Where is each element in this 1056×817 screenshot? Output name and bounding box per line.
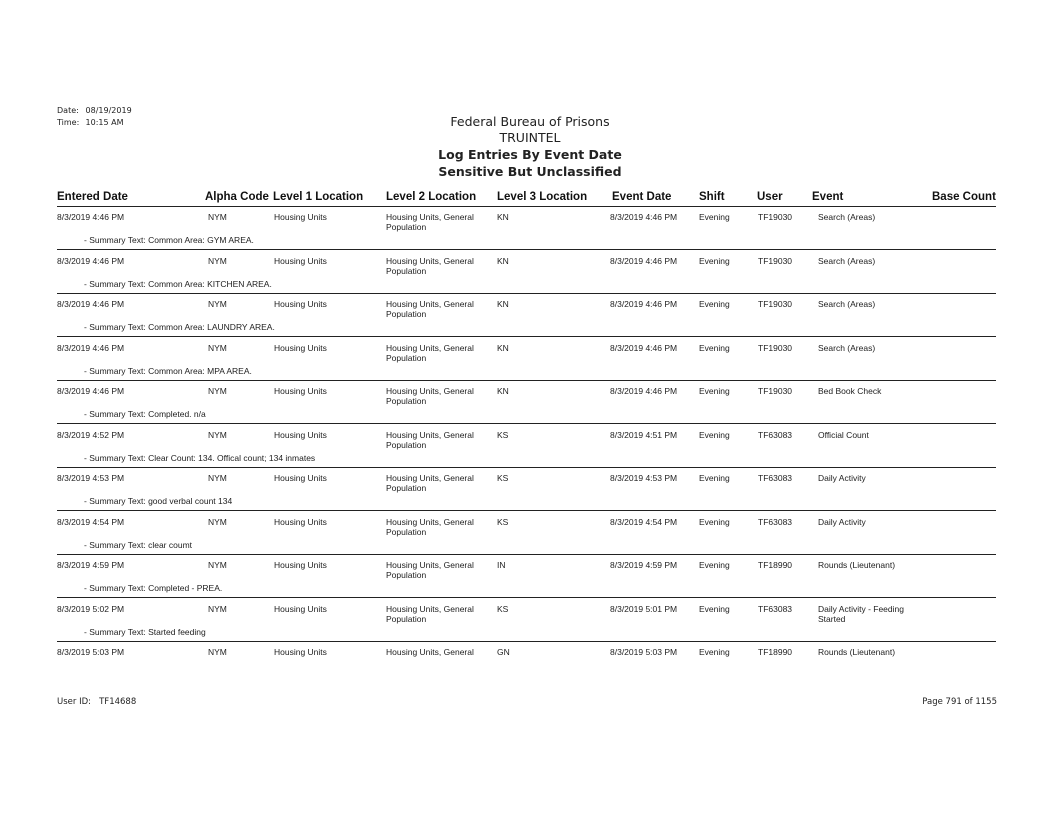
cell-level3-location: KN <box>497 386 509 396</box>
cell-level1-location: Housing Units <box>274 516 327 527</box>
cell-event-date: 8/3/2019 4:46 PM <box>610 212 678 222</box>
cell-user: TF18990 <box>758 647 793 657</box>
title-classification: Sensitive But Unclassified <box>438 164 622 179</box>
cell-entered-date: 8/3/2019 4:46 PM <box>57 212 125 222</box>
cell-event-date: 8/3/2019 4:51 PM <box>610 429 678 440</box>
cell-event: Daily Activity <box>818 516 866 527</box>
cell-summary-text: - Summary Text: Common Area: KITCHEN AREA. <box>84 278 272 289</box>
cell-event-date: 8/3/2019 5:01 PM <box>610 603 678 614</box>
header-level3-location: Level 3 Location <box>497 191 588 203</box>
cell-level1-location: Housing Units <box>274 212 327 222</box>
date-label: Date: <box>57 106 79 115</box>
cell-level3-location: GN <box>497 647 510 657</box>
cell-entered-date: 8/3/2019 4:54 PM <box>57 516 125 527</box>
header-level2-location: Level 2 Location <box>386 191 477 203</box>
cell-level1-location: Housing Units <box>274 255 327 266</box>
cell-alpha-code: NYM <box>208 560 227 570</box>
cell-entered-date: 8/3/2019 4:59 PM <box>57 560 125 570</box>
cell-event: Daily Activity <box>818 473 866 483</box>
cell-user: TF19030 <box>758 212 793 222</box>
cell-alpha-code: NYM <box>208 429 227 440</box>
cell-level2-location: Housing Units, General Population <box>386 342 474 363</box>
user-id-label: User ID: <box>57 697 91 707</box>
cell-level3-location: KN <box>497 255 509 266</box>
cell-level1-location: Housing Units <box>274 473 327 483</box>
cell-user: TF63083 <box>758 603 793 614</box>
cell-shift: Evening <box>699 560 730 570</box>
report-date <box>57 106 132 115</box>
cell-alpha-code: NYM <box>208 299 227 309</box>
cell-level1-location: Housing Units <box>274 560 327 570</box>
row-divider <box>57 380 996 381</box>
cell-event-date: 8/3/2019 4:46 PM <box>610 255 678 266</box>
cell-alpha-code: NYM <box>208 516 227 527</box>
cell-alpha-code: NYM <box>208 342 227 353</box>
cell-summary-text: - Summary Text: Clear Count: 134. Offical count; 134 inmates <box>84 452 316 463</box>
cell-alpha-code: NYM <box>208 212 227 222</box>
cell-entered-date: 8/3/2019 4:46 PM <box>57 386 125 396</box>
cell-event: Bed Book Check <box>818 386 882 396</box>
cell-user: TF19030 <box>758 255 793 266</box>
cell-level2-location: Housing Units, General Population <box>386 516 474 537</box>
cell-shift: Evening <box>699 212 730 222</box>
cell-summary-text: - Summary Text: Common Area: LAUNDRY AREA. <box>84 322 275 332</box>
cell-event: Daily Activity - Feeding Started <box>818 603 904 624</box>
cell-event: Search (Areas) <box>818 342 876 353</box>
cell-shift: Evening <box>699 299 730 309</box>
cell-shift: Evening <box>699 647 730 657</box>
cell-level3-location: IN <box>497 560 506 570</box>
cell-event-date: 8/3/2019 4:54 PM <box>610 516 678 527</box>
cell-summary-text: - Summary Text: Common Area: MPA AREA. <box>84 365 252 376</box>
cell-event-date: 8/3/2019 4:46 PM <box>610 386 678 396</box>
cell-level2-location: Housing Units, General Population <box>386 429 474 450</box>
header-shift: Shift <box>699 191 725 203</box>
cell-shift: Evening <box>699 342 730 353</box>
cell-user: TF19030 <box>758 342 793 353</box>
cell-alpha-code: NYM <box>208 647 227 657</box>
time-value: 10:15 AM <box>85 118 124 127</box>
cell-level2-location: Housing Units, General Population <box>386 212 474 232</box>
cell-shift: Evening <box>699 386 730 396</box>
cell-level2-location: Housing Units, General Population <box>386 560 474 580</box>
time-label: Time: <box>57 118 80 127</box>
report-time <box>57 118 124 127</box>
row-divider <box>57 423 996 424</box>
cell-level2-location: Housing Units, General <box>386 647 474 657</box>
cell-level1-location: Housing Units <box>274 603 327 614</box>
page-number: Page 791 of 1155 <box>922 697 997 707</box>
header-level1-location: Level 1 Location <box>273 191 364 203</box>
cell-alpha-code: NYM <box>208 603 227 614</box>
cell-level3-location: KS <box>497 516 509 527</box>
cell-event-date: 8/3/2019 4:59 PM <box>610 560 678 570</box>
cell-level3-location: KS <box>497 429 509 440</box>
cell-level1-location: Housing Units <box>274 299 327 309</box>
header-entered-date: Entered Date <box>57 191 128 203</box>
cell-summary-text: - Summary Text: good verbal count 134 <box>84 496 233 506</box>
header-event: Event <box>812 191 844 203</box>
cell-user: TF63083 <box>758 473 793 483</box>
cell-event-date: 8/3/2019 4:46 PM <box>610 342 678 353</box>
header-divider <box>57 206 996 207</box>
cell-level2-location: Housing Units, General Population <box>386 299 474 319</box>
title-report: Log Entries By Event Date <box>438 147 622 162</box>
cell-shift: Evening <box>699 603 730 614</box>
row-divider <box>57 510 996 511</box>
cell-shift: Evening <box>699 473 730 483</box>
cell-alpha-code: NYM <box>208 386 227 396</box>
date-value: 08/19/2019 <box>85 106 132 115</box>
cell-level2-location: Housing Units, General Population <box>386 255 474 276</box>
row-divider <box>57 597 996 598</box>
cell-level3-location: KS <box>497 473 509 483</box>
cell-entered-date: 8/3/2019 5:02 PM <box>57 603 125 614</box>
cell-user: TF63083 <box>758 429 793 440</box>
cell-event: Search (Areas) <box>818 212 876 222</box>
cell-entered-date: 8/3/2019 4:46 PM <box>57 342 125 353</box>
cell-level1-location: Housing Units <box>274 386 327 396</box>
cell-event-date: 8/3/2019 4:46 PM <box>610 299 678 309</box>
cell-summary-text: - Summary Text: Started feeding <box>84 626 206 637</box>
title-agency: Federal Bureau of Prisons <box>450 114 610 129</box>
cell-summary-text: - Summary Text: Completed - PREA. <box>84 583 223 593</box>
row-divider <box>57 467 996 468</box>
row-divider <box>57 554 996 555</box>
cell-alpha-code: NYM <box>208 255 227 266</box>
cell-event-date: 8/3/2019 4:53 PM <box>610 473 678 483</box>
header-event-date: Event Date <box>612 191 672 203</box>
cell-level3-location: KN <box>497 299 509 309</box>
cell-user: TF19030 <box>758 299 793 309</box>
cell-level1-location: Housing Units <box>274 342 327 353</box>
cell-entered-date: 8/3/2019 4:46 PM <box>57 299 125 309</box>
cell-user: TF18990 <box>758 560 793 570</box>
cell-user: TF19030 <box>758 386 793 396</box>
cell-entered-date: 8/3/2019 5:03 PM <box>57 647 125 657</box>
cell-level3-location: KS <box>497 603 509 614</box>
cell-event: Rounds (Lieutenant) <box>818 647 896 657</box>
cell-summary-text: - Summary Text: Common Area: GYM AREA. <box>84 235 254 245</box>
user-id-value: TF14688 <box>99 697 137 707</box>
cell-entered-date: 8/3/2019 4:46 PM <box>57 255 125 266</box>
cell-summary-text: - Summary Text: Completed. n/a <box>84 409 206 419</box>
cell-event: Official Count <box>818 429 869 440</box>
cell-entered-date: 8/3/2019 4:53 PM <box>57 473 125 483</box>
cell-level3-location: KN <box>497 342 509 353</box>
cell-level1-location: Housing Units <box>274 647 327 657</box>
cell-shift: Evening <box>699 429 730 440</box>
cell-alpha-code: NYM <box>208 473 227 483</box>
footer-user-id <box>57 697 136 707</box>
cell-user: TF63083 <box>758 516 793 527</box>
row-divider <box>57 249 996 250</box>
cell-event: Search (Areas) <box>818 299 876 309</box>
cell-event-date: 8/3/2019 5:03 PM <box>610 647 678 657</box>
row-divider <box>57 293 996 294</box>
cell-level2-location: Housing Units, General Population <box>386 473 474 493</box>
cell-event: Rounds (Lieutenant) <box>818 560 896 570</box>
title-system: TRUINTEL <box>499 130 561 145</box>
header-user: User <box>757 191 783 203</box>
row-divider <box>57 641 996 642</box>
cell-level1-location: Housing Units <box>274 429 327 440</box>
header-base-count: Base Count <box>932 191 996 203</box>
header-alpha-code: Alpha Code <box>205 191 269 203</box>
cell-level2-location: Housing Units, General Population <box>386 603 474 624</box>
cell-shift: Evening <box>699 516 730 527</box>
cell-shift: Evening <box>699 255 730 266</box>
cell-level2-location: Housing Units, General Population <box>386 386 474 406</box>
cell-event: Search (Areas) <box>818 255 876 266</box>
cell-level3-location: KN <box>497 212 509 222</box>
cell-entered-date: 8/3/2019 4:52 PM <box>57 429 125 440</box>
cell-summary-text: - Summary Text: clear coumt <box>84 539 193 550</box>
row-divider <box>57 336 996 337</box>
